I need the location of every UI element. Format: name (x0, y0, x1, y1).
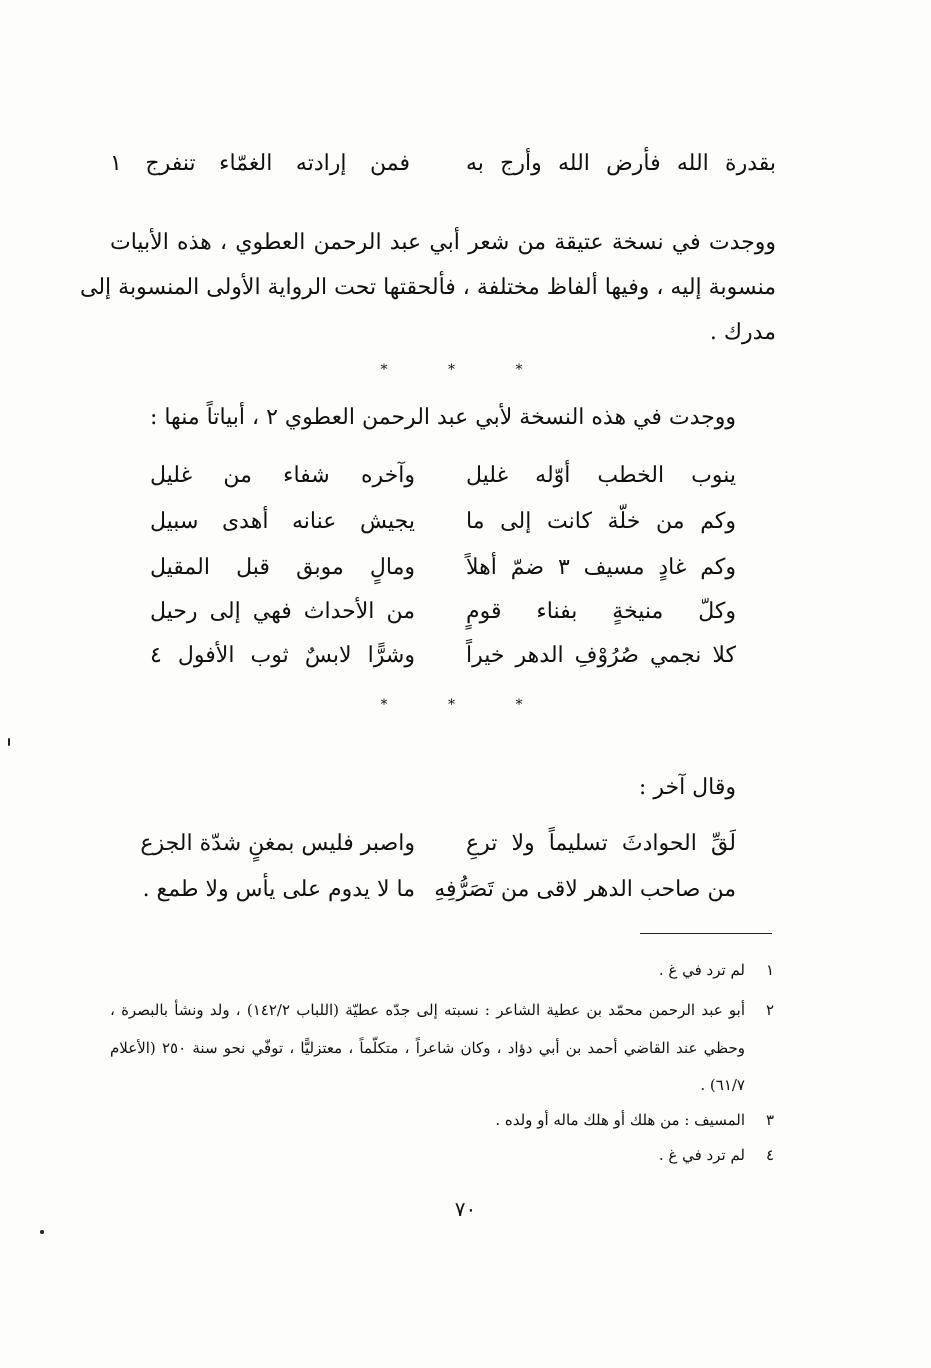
footnote-3-text: المسيف : من هلك أو هلك ماله أو ولده . (495, 1111, 745, 1129)
paragraph1-line-1: ووجدت في نسخة عتيقة من شعر أبي عبد الرحمن العطوي ، هذه الأبيات (110, 230, 776, 255)
poem1-verse5-right: كلا نجمي صُرُوْفِ الدهر خيراً (466, 643, 736, 668)
footnote-4-text: لم ترد في غ . (658, 1146, 745, 1164)
footnote-2-line-3: ٦١/٧) . (700, 1076, 745, 1094)
paragraph2: ووجدت في هذه النسخة لأبي عبد الرحمن العطوي ٢ ، أبياتاً منها : (149, 405, 736, 430)
footnote-2-number: ٢ (765, 1001, 774, 1019)
section-separator-2: * * * (380, 697, 551, 713)
intro-another-poet: وقال آخر : (638, 775, 736, 800)
footnote-2-line-1: أبو عبد الرحمن محمّد بن عطية الشاعر : نسبته إلى جدّه عطيّة (اللباب ١٤٢/٢) ، ولد ونشأ بالبصرة ، (110, 1001, 746, 1019)
scan-speck (40, 1230, 44, 1234)
footnote-3-number: ٣ (765, 1111, 774, 1129)
poem1-verse3-right: وكم غادٍ مسيف ٣ ضمّ أهلاً (466, 555, 736, 580)
top-verse-right-hemistich: بقدرة الله فأرض الله وأرج به (466, 151, 776, 176)
poem2-verse1-right: لَقِّ الحوادثَ تسليماً ولا ترعِ (466, 831, 736, 856)
footnote-rule (640, 933, 772, 934)
footnote-1-text: لم ترد في غ . (658, 961, 745, 979)
top-verse-left-hemistich: فمن إرادته الغمّاء تنفرج ١ (110, 151, 410, 176)
page-number: ٧٠ (454, 1197, 477, 1221)
poem1-verse4-left: من الأحداث فهي إلى رحيل (150, 599, 415, 624)
poem1-verse3-left: ومالٍ موبق قبل المقيل (150, 555, 415, 580)
poem1-verse1-right: ينوب الخطب أوّله غليل (466, 463, 736, 488)
poem2-verse2-right: من صاحب الدهر لاقى من تَصَرُّفِهِ (434, 877, 736, 902)
poem1-verse5-left: وشرًّا لابسٌ ثوب الأفول ٤ (150, 643, 415, 668)
section-separator-1: * * * (380, 362, 551, 378)
poem1-verse4-right: وكلّ منيخةٍ بفناء قومٍ (466, 599, 736, 624)
scan-speck (8, 738, 10, 746)
footnote-1-number: ١ (765, 961, 774, 979)
poem1-verse1-left: وآخره شفاء من غليل (150, 463, 415, 488)
footnote-4-number: ٤ (765, 1146, 774, 1164)
poem1-verse2-left: يجيش عنانه أهدى سبيل (150, 509, 415, 534)
poem2-verse1-left: واصبر فليس بمغنٍ شدّة الجزع (140, 831, 415, 856)
poem1-verse2-right: وكم من خلّة كانت إلى ما (466, 509, 736, 534)
paragraph1-line-2: منسوبة إليه ، وفيها ألفاظ مختلفة ، فألحقتها تحت الرواية الأولى المنسوبة إلى (80, 275, 776, 300)
poem2-verse2-left: ما لا يدوم على يأس ولا طمع . (142, 877, 415, 902)
footnote-2-line-2: وحظي عند القاضي أحمد بن أبي دؤاد ، وكان شاعراً ، متكلّماً ، معتزليًّا ، توفّي نحو سنة ٢٥٠ (الأعلام (110, 1039, 745, 1057)
paragraph1-line-3: مدرك . (709, 320, 776, 345)
